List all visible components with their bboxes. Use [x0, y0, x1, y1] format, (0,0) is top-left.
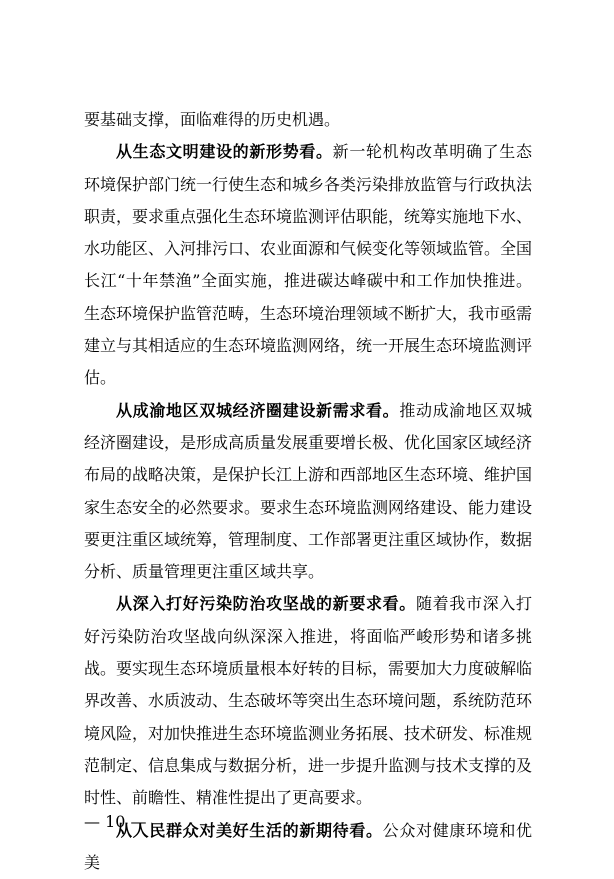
body-text [84, 104, 532, 879]
paragraph-lead: 从深入打好污染防治攻坚战的新要求看。 [116, 594, 416, 614]
paragraph-text: 随着我市深入打好污染防治攻坚战向纵深深入推进，将面临严峻形势和诸多挑战。要实现生态环境质量根本好转的目标，需要加大力度破解临界改善、水质波动、生态破坏等突出生态环境问题，系统防范环境风险，对加快推进生态环境监测业务拓展、技术研发、标准规范制定、信息集成与数据分析，进一步提升监测与技术支撑的及时性、前瞻性、精准性提出了更高要求。 [84, 594, 533, 808]
paragraph-text: 新一轮机构改革明确了生态环境保护部门统一行使生态和城乡各类污染排放监管与行政执法职责，要求重点强化生态环境监测评估职能，统筹实施地下水、水功能区、入河排污口、农业面源和气候变化等领域监管。全国长江“十年禁渔”全面实施，推进碳达峰碳中和工作加快推进。生态环境保护监管范畴，生态环境治理领域不断扩大，我市亟需建立与其相适应的生态环境监测网络，统一开展生态环境监测评估。 [84, 142, 533, 388]
paragraph-text: 公众对健康环境和优美 [84, 820, 532, 872]
paragraph-lead: 从生态文明建设的新形势看。 [116, 142, 333, 162]
page-number: — 10 — [84, 812, 147, 831]
paragraph-ecological-civilization [84, 136, 532, 394]
paragraph-lead: 从成渝地区双城经济圈建设新需求看。 [116, 400, 400, 420]
paragraph-public-expectation [84, 815, 532, 879]
paragraph-lead: 从人民群众对美好生活的新期待看。 [116, 820, 383, 840]
paragraph-pollution-prevention [84, 588, 532, 814]
paragraph-continuation [84, 104, 532, 136]
paragraph-chengyu-economic-circle [84, 395, 532, 589]
paragraph-text: 推动成渝地区双城经济圈建设，是形成高质量发展重要增长极、优化国家区域经济布局的战略决策，是保护长江上游和西部地区生态环境、维护国家生态安全的必然要求。要求生态环境监测网络建设、能力建设要更注重区域统筹，管理制度、工作部署更注重区域协作，数据分析、质量管理更注重区域共享。 [84, 400, 533, 582]
paragraph-text: 要基础支撑，面临难得的历史机遇。 [84, 110, 341, 129]
